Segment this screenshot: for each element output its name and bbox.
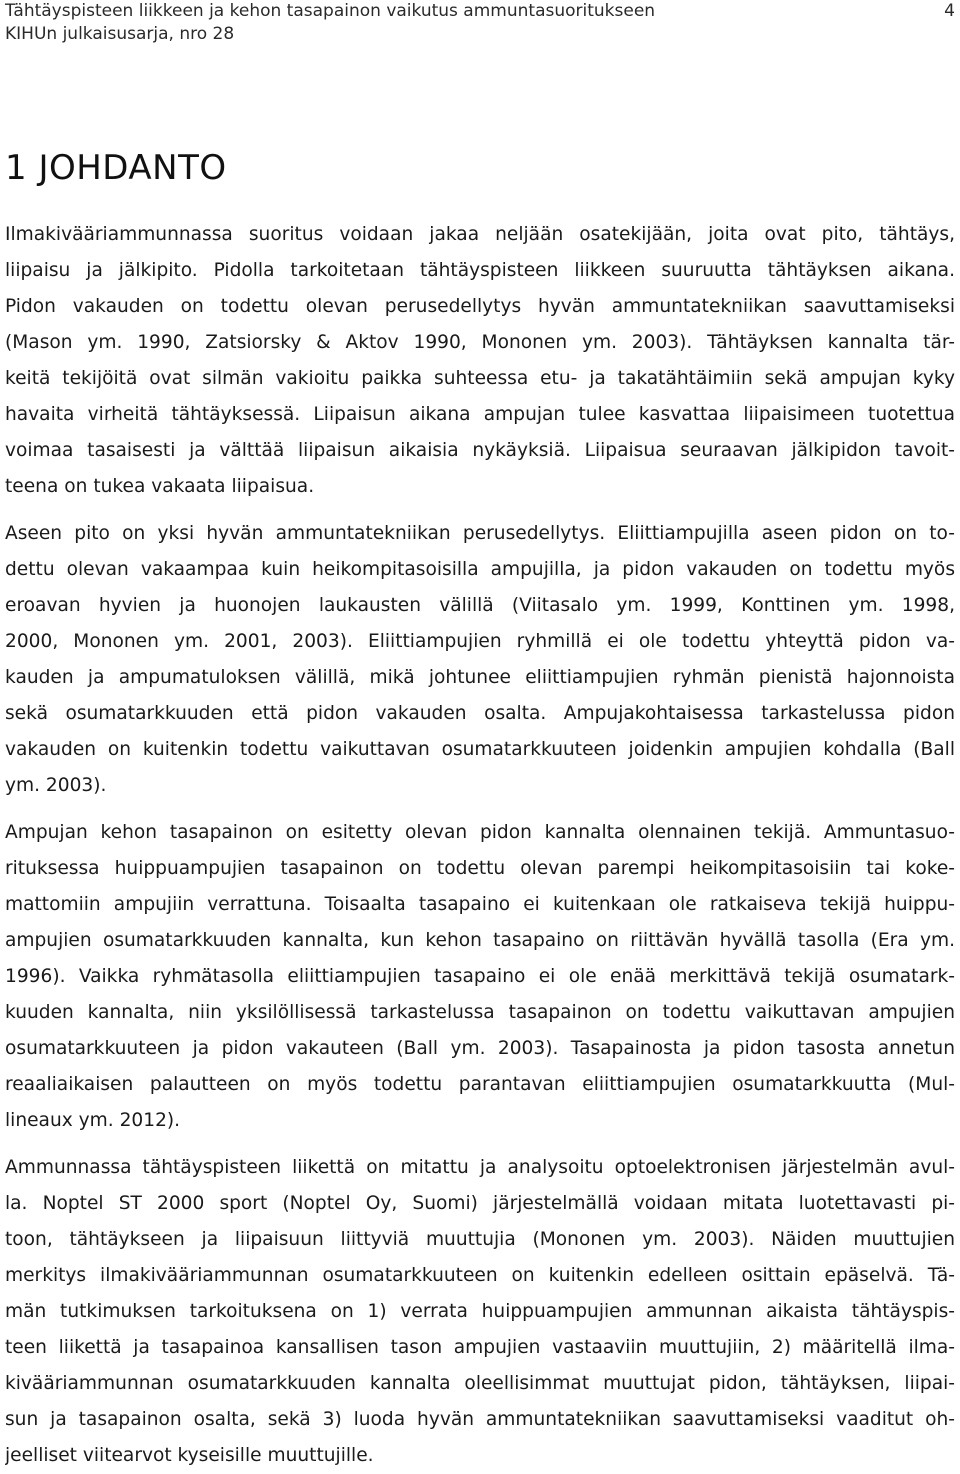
paragraph-line: dettu olevan vakaampaa kuin heikompitasoisilla ampujilla, ja pidon vakauden on todettu myös	[5, 559, 955, 580]
paragraph-line: Pidon vakauden on todettu olevan perusedellytys hyvän ammuntatekniikan saavuttamiseksi	[5, 296, 955, 317]
header-series: KIHUn julkaisusarja, nro 28	[5, 24, 235, 44]
page-number: 4	[944, 1, 955, 21]
paragraph-line: eroavan hyvien ja huonojen laukausten välillä (Viitasalo ym. 1999, Konttinen ym. 1998,	[5, 595, 955, 616]
paragraph-line: la. Noptel ST 2000 sport (Noptel Oy, Suomi) järjestelmällä voidaan mitata luotettavasti pi-	[5, 1193, 955, 1214]
paragraph	[5, 1150, 955, 1474]
header-title: Tähtäyspisteen liikkeen ja kehon tasapainon vaikutus ammuntasuoritukseen	[5, 1, 656, 21]
paragraph-line: 1996). Vaikka ryhmätasolla eliittiampujien tasapaino ei ole enää merkittävä tekijä osumatark-	[5, 966, 955, 987]
paragraph-line: teena on tukea vakaata liipaisua.	[5, 476, 315, 497]
paragraph-line: sekä osumatarkkuuden että pidon vakauden osalta. Ampujakohtaisessa tarkastelussa pidon	[5, 703, 955, 724]
paragraph	[5, 217, 955, 505]
paragraph-line: 2000, Mononen ym. 2001, 2003). Eliittiampujien ryhmillä ei ole todettu yhteyttä pidon va-	[5, 631, 955, 652]
paragraph-line: havaita virheitä tähtäyksessä. Liipaisun aikana ampujan tulee kasvattaa liipaisimeen tuotettua	[5, 404, 955, 425]
paragraph-line: mattomiin ampujiin verrattuna. Toisaalta tasapaino ei kuitenkaan ole ratkaiseva tekijä huippu-	[5, 894, 955, 915]
chapter-title: 1 JOHDANTO	[5, 148, 227, 188]
paragraph-line: teen liikettä ja tasapainoa kansallisen tason ampujien vastaaviin muuttujiin, 2) määritellä ilma-	[5, 1337, 955, 1358]
paragraph-line: lineaux ym. 2012).	[5, 1110, 181, 1131]
paragraph-line: Ilmakivääriammunnassa suoritus voidaan jakaa neljään osatekijään, joita ovat pito, tähtäys,	[5, 224, 955, 245]
paragraph	[5, 815, 955, 1139]
paragraph-line: Ammunnassa tähtäyspisteen liikettä on mitattu ja analysoitu optoelektronisen järjestelmän avul-	[5, 1157, 955, 1178]
paragraph-line: osumatarkkuuteen ja pidon vakauteen (Ball ym. 2003). Tasapainosta ja pidon tasosta annetun	[5, 1038, 955, 1059]
paragraph-line: (Mason ym. 1990, Zatsiorsky & Aktov 1990, Mononen ym. 2003). Tähtäyksen kannalta tär-	[5, 332, 955, 353]
paragraph-line: jeelliset viitearvot kyseisille muuttujille.	[5, 1445, 374, 1466]
paragraph-line: ym. 2003).	[5, 775, 107, 796]
paragraph-line: kuuden kannalta, niin yksilöllisessä tarkastelussa tasapainon on todettu vaikuttavan ampujien	[5, 1002, 955, 1023]
paragraph-line: vakauden on kuitenkin todettu vaikuttavan osumatarkkuuteen joidenkin ampujien kohdalla (Ball	[5, 739, 955, 760]
paragraph-line: kivääriammunnan osumatarkkuuden kannalta oleellisimmat muuttujat pidon, tähtäyksen, liipai-	[5, 1373, 955, 1394]
paragraph-line: kauden ja ampumatuloksen välillä, mikä johtunee eliittiampujien ryhmän pienistä hajonnoista	[5, 667, 955, 688]
paragraph-line: män tutkimuksen tarkoituksena on 1) verrata huippuampujien ammunnan aikaista tähtäyspis-	[5, 1301, 955, 1322]
paragraph-line: Aseen pito on yksi hyvän ammuntatekniikan perusedellytys. Eliittiampujilla aseen pidon on to-	[5, 523, 955, 544]
running-header	[5, 0, 955, 46]
paragraph-line: voimaa tasaisesti ja välttää liipaisun aikaisia nykäyksiä. Liipaisua seuraavan jälkipidon tavoit-	[5, 440, 955, 461]
paragraph-line: toon, tähtäykseen ja liipaisuun liittyviä muuttujia (Mononen ym. 2003). Näiden muuttujien	[5, 1229, 955, 1250]
paragraph	[5, 516, 955, 804]
paragraph-line: merkitys ilmakivääriammunnan osumatarkkuuteen on kuitenkin edelleen osittain epäselvä. Tä-	[5, 1265, 955, 1286]
paragraph-line: sun ja tasapainon osalta, sekä 3) luoda hyvän ammuntatekniikan saavuttamiseksi vaaditut oh-	[5, 1409, 955, 1430]
paragraph-line: liipaisu ja jälkipito. Pidolla tarkoitetaan tähtäyspisteen liikkeen suuruutta tähtäyksen aikana.	[5, 260, 955, 281]
paragraph-line: keitä tekijöitä ovat silmän vakioitu paikka suhteessa etu- ja takatähtäimiin sekä ampujan kyky	[5, 368, 955, 389]
paragraph-line: rituksessa huippuampujien tasapainon on todettu olevan parempi heikompitasoisiin tai koke-	[5, 858, 955, 879]
paragraph-line: ampujien osumatarkkuuden kannalta, kun kehon tasapaino on riittävän hyvällä tasolla (Era ym.	[5, 930, 955, 951]
paragraph-line: Ampujan kehon tasapainon on esitetty olevan pidon kannalta olennainen tekijä. Ammuntasuo-	[5, 822, 955, 843]
paragraph-line: reaaliaikaisen palautteen on myös todettu parantavan eliittiampujien osumatarkkuutta (Mul-	[5, 1074, 955, 1095]
